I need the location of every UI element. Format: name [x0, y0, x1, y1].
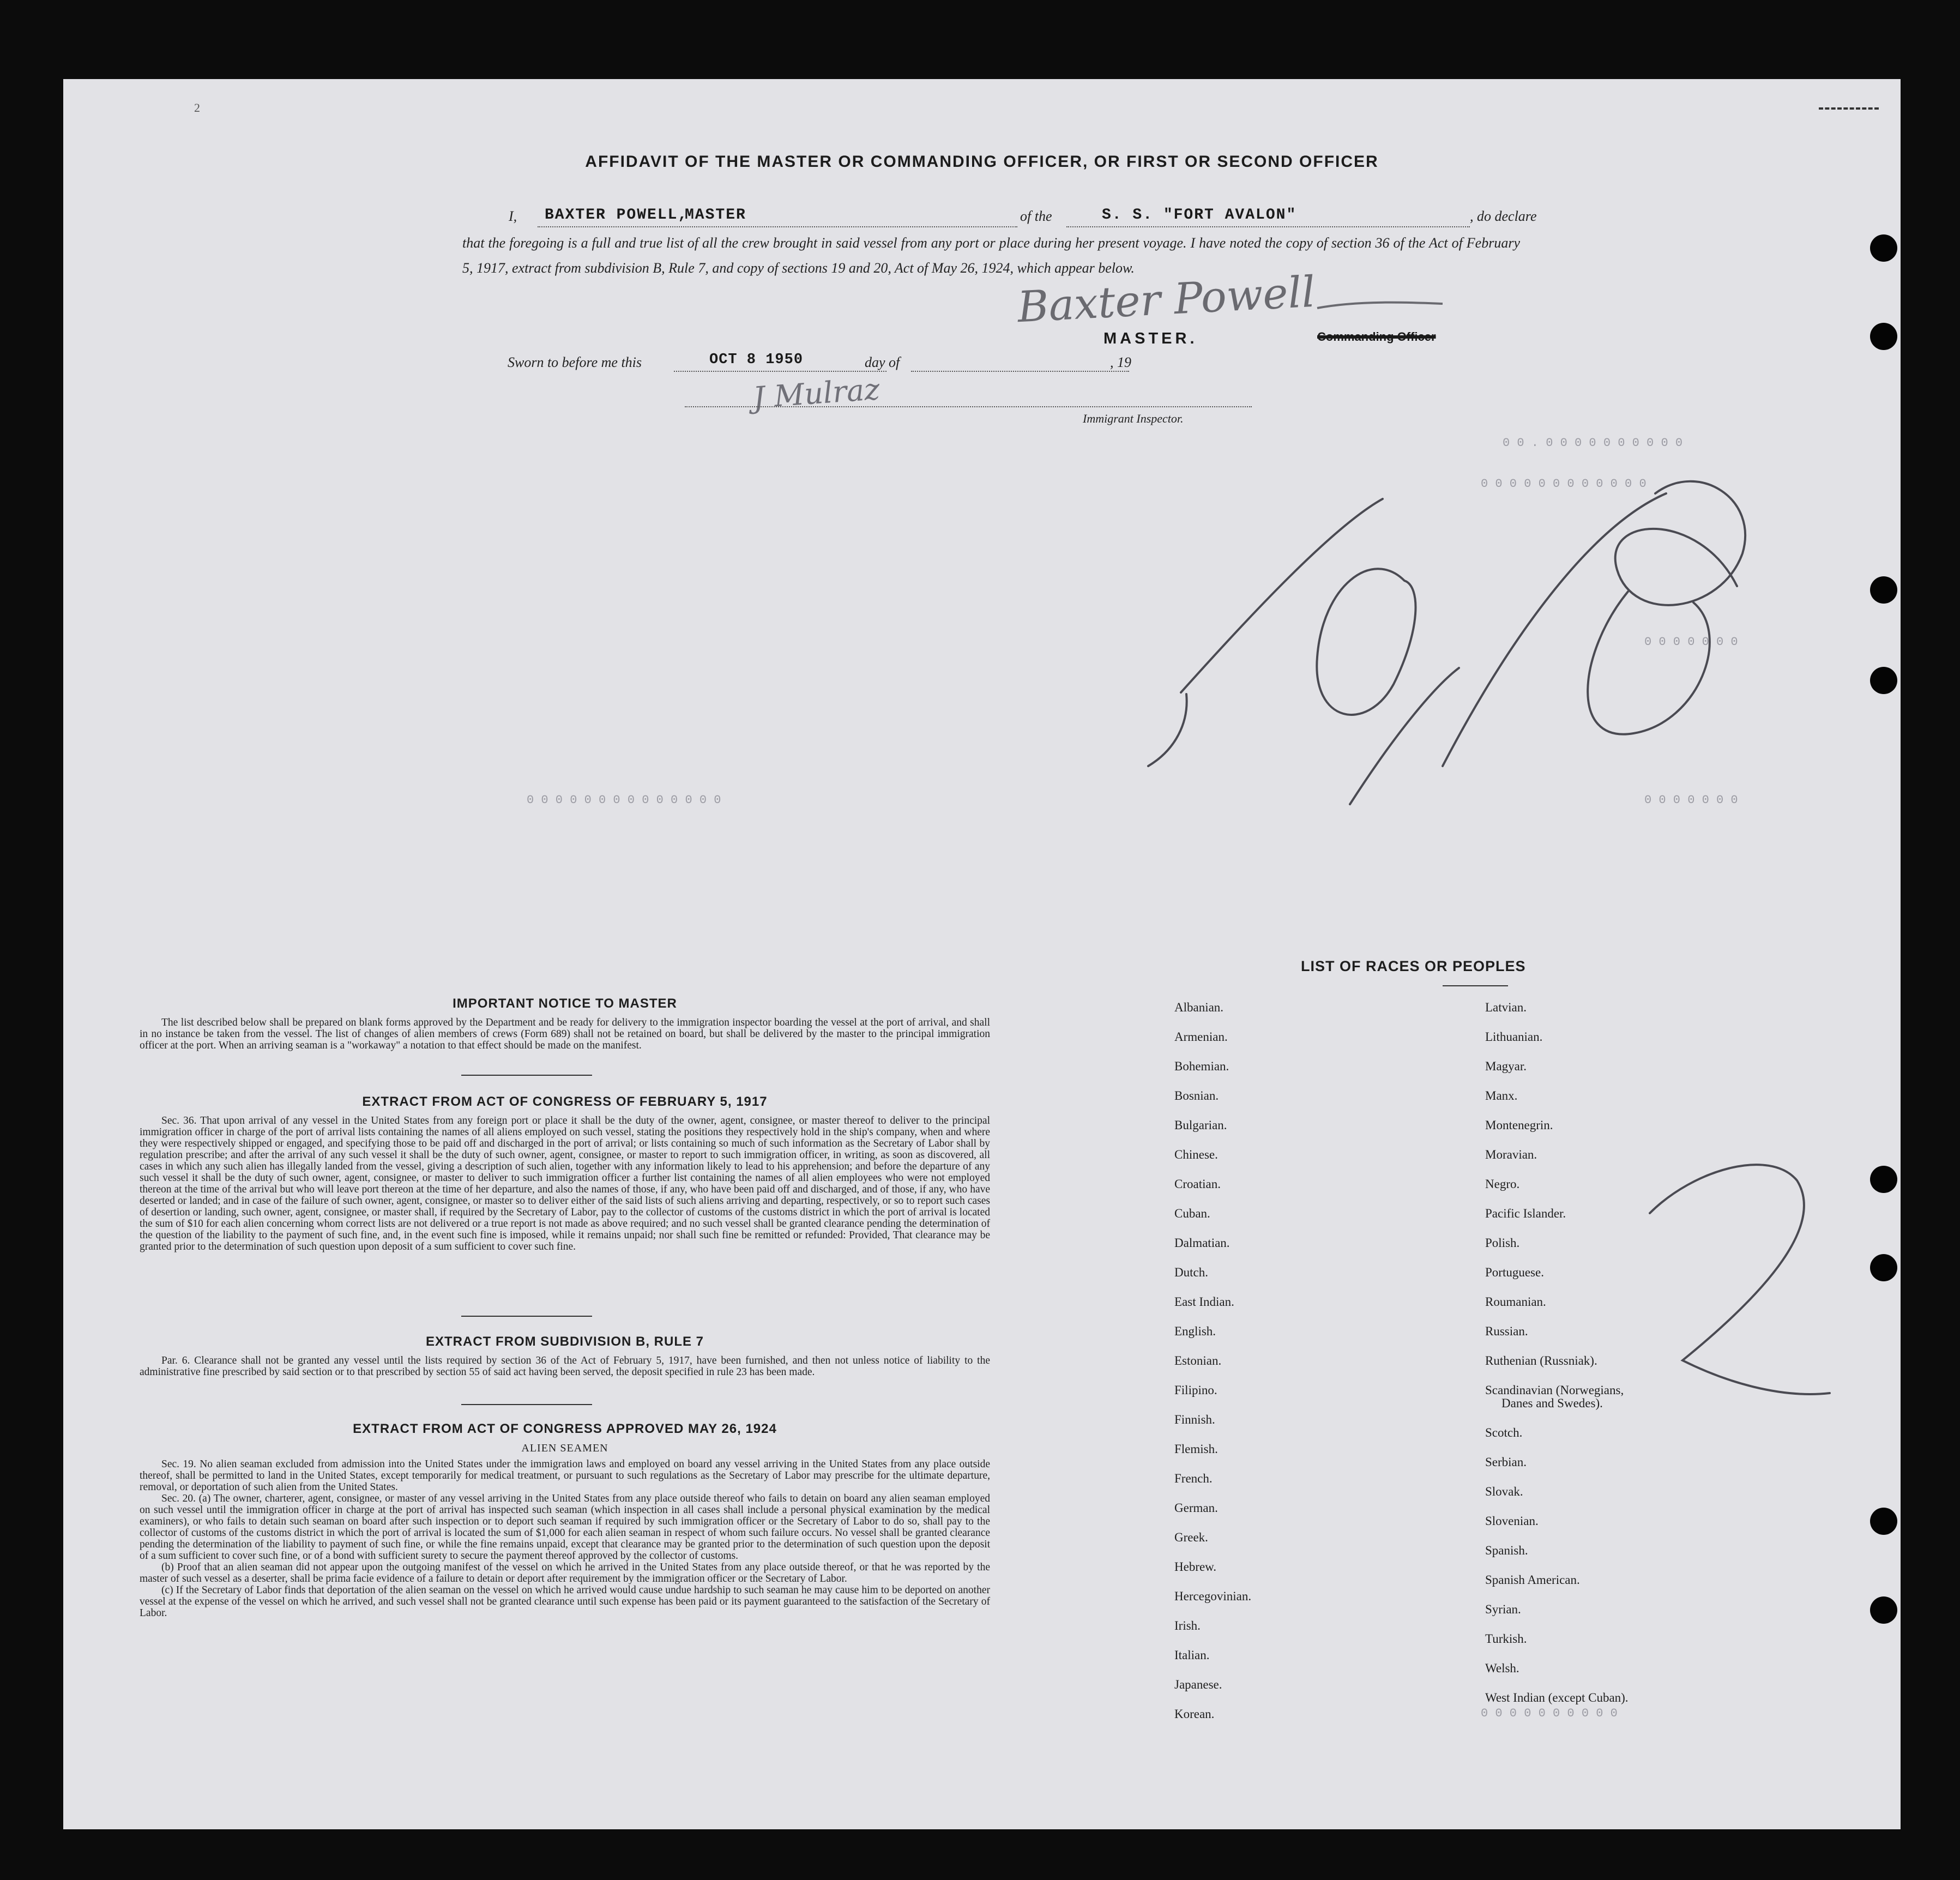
inspector-label: Immigrant Inspector. [1083, 412, 1184, 425]
rule7-heading: EXTRACT FROM SUBDIVISION B, RULE 7 [425, 1334, 704, 1349]
bleed-through: 0 0 0 0 0 0 0 0 0 0 [1481, 1707, 1618, 1720]
race-item: Ruthenian (Russniak). [1485, 1354, 1597, 1367]
extract-1924-heading: EXTRACT FROM ACT OF CONGRESS APPROVED MAY 26, 1924 [353, 1421, 777, 1436]
extract-1917-text: Sec. 36. That upon arrival of any vessel in the United States from any foreign port or place it shall be the duty of the owner, agent, consignee, or master thereof to deliver to the principal immigration officer in charge of the port of arrival lists containing the names of all aliens employed on such vessel, stating the positions they respectively hold in the ship's company, when and where they were respectively shipped or engaged, and specifying those to be paid off and discharged in the port of arrival; or lists containing so much of such information as the Secretary of Labor shall by regulation prescribe; and after the arrival of any such vessel it shall be the duty of such owner, agent, consignee, or master to report to such immigration officer, in writing, as soon as discovered, all cases in which any such alien has illegally landed from the vessel, giving a description of such alien, together with any information likely to lead to his apprehension; and before the departure of any such vessel it shall be the duty of such owner, agent, consignee, or master to deliver to such immigration officer a further list containing the names of all alien employees who were not employed thereon at the time of the arrival but who will leave port thereon at the time of her departure, and also the names of those, if any, who have been paid off and discharged, and of those, if any, who have deserted or landed; and in case of the failure of such owner, agent, consignee, or master so to deliver either of the said lists of such aliens arriving and departing, respectively, or so to report such cases of desertion or landing, such owner, agent, consignee, or master shall, if required by the Secretary of Labor, pay to the collector of customs of the customs district in which the port of arrival is located the sum of $10 for each alien concerning whom correct lists are not delivered or a true report is not made as above required; and no such vessel shall be granted clearance pending the determination of the question of the liability to the payment of such fine, and, in the event such fine is imposed, while it remains unpaid; nor shall such fine be remitted or refunded: Provided, That clearance may be granted prior to the determination of such question upon deposit of a sum sufficient to cover such fine. [140, 1115, 990, 1252]
race-item: Hercegovinian. [1174, 1589, 1252, 1603]
handwritten-number-2 [1650, 1165, 1830, 1394]
notice-text: The list described below shall be prepared on blank forms approved by the Department and be ready for delivery to the immigration inspector boarding the vessel at the port of arrival, and shall in no instance be taken from the vessel. The list of changes of alien members of crews (Form 689) shall not be retained on board, but shall be delivered by the master to the principal immigration officer at the port. When an arriving seaman is a "workaway" a notation to that effect should be made on the manifest. [140, 1017, 990, 1051]
race-item: Scandinavian (Norwegians, [1485, 1383, 1624, 1397]
race-item: Magyar. [1485, 1059, 1527, 1073]
master-rank: MASTER [685, 207, 746, 224]
race-item: Serbian. [1485, 1455, 1527, 1469]
race-item: English. [1174, 1324, 1216, 1338]
vessel-name: S. S. "FORT AVALON" [1102, 207, 1297, 224]
race-item: Croatian. [1174, 1177, 1221, 1191]
signer-title: MASTER. [1103, 330, 1198, 347]
bleed-through: 0 0 0 0 0 0 0 [1644, 793, 1738, 807]
extract-1924-paragraph: (c) If the Secretary of Labor finds that deportation of the alien seaman on the vessel on which he arrived would cause undue hardship to such seaman he may cause him to be deported on another vessel at the expense of the vessel on which he arrived, and such vessel shall not be granted clearance until such expense has been paid or its payment guaranteed to the satisfaction of the Secretary of Labor. [140, 1584, 990, 1619]
sworn-label: Sworn to before me this [508, 354, 642, 370]
affidavit-title: AFFIDAVIT OF THE MASTER OR COMMANDING OFFICER, OR FIRST OR SECOND OFFICER [585, 153, 1379, 171]
race-item: Armenian. [1174, 1030, 1228, 1044]
race-item: Greek. [1174, 1530, 1208, 1544]
races-heading: LIST OF RACES OR PEOPLES [1301, 958, 1526, 974]
race-item: East Indian. [1174, 1295, 1234, 1309]
race-item: Dalmatian. [1174, 1236, 1230, 1250]
bleed-through: 0 0 0 0 0 0 0 0 0 0 0 0 0 0 [527, 793, 721, 807]
year-label: , 19 [1110, 354, 1131, 370]
extract-1924-paragraph: (b) Proof that an alien seaman did not appear upon the outgoing manifest of the vessel on which he arrived in the United States from any place outside thereof, or that he was reported by the master of such vessel as a deserter, shall be prima facie evidence of a failure to detain or deport after requirement by the immigration officer or the Secretary of Labor. [140, 1562, 990, 1584]
race-item: Montenegrin. [1485, 1118, 1553, 1132]
race-item: Portuguese. [1485, 1266, 1544, 1279]
race-item: Manx. [1485, 1089, 1518, 1102]
race-item: Slovenian. [1485, 1514, 1539, 1528]
of-the-label: of the [1020, 208, 1052, 224]
race-item: Scotch. [1485, 1426, 1523, 1440]
race-item: Chinese. [1174, 1148, 1218, 1161]
race-item: Bulgarian. [1174, 1118, 1227, 1132]
race-item: Spanish American. [1485, 1573, 1580, 1587]
race-item: Japanese. [1174, 1678, 1222, 1691]
race-item: Lithuanian. [1485, 1030, 1543, 1044]
race-item: Bosnian. [1174, 1089, 1219, 1102]
race-item: Spanish. [1485, 1544, 1528, 1558]
i-label: I, [509, 208, 517, 224]
race-item: Italian. [1174, 1648, 1210, 1662]
extract-1924-subheading: ALIEN SEAMEN [521, 1442, 608, 1454]
race-item: Finnish. [1174, 1413, 1215, 1426]
notice-heading: IMPORTANT NOTICE TO MASTER [453, 996, 677, 1011]
race-item: Hebrew. [1174, 1560, 1217, 1574]
race-item: Flemish. [1174, 1442, 1218, 1456]
race-item: Korean. [1174, 1707, 1215, 1721]
rule7-text: Par. 6. Clearance shall not be granted any vessel until the lists required by section 36 of the Act of February 5, 1917, have been furnished, and then not unless notice of liability to the administrative fine prescribed by said section or to that prescribed by section 55 of said act having been served, the deposit specified in rule 23 has been made. [140, 1355, 990, 1378]
inspector-signature: J Mulraz [752, 371, 881, 415]
race-item: Roumanian. [1485, 1295, 1546, 1309]
race-item: Welsh. [1485, 1661, 1519, 1676]
master-name: BAXTER POWELL, [545, 207, 689, 224]
do-declare-label: , do declare [1470, 208, 1537, 224]
race-item: Latvian. [1485, 1001, 1527, 1014]
bleed-through: 0 0 0 0 0 0 0 0 0 0 0 0 [1481, 477, 1647, 491]
race-item: Irish. [1174, 1619, 1201, 1632]
extract-1924-paragraph: Sec. 19. No alien seaman excluded from admission into the United States under the immigration laws and employed on board any vessel arriving in the United States from any place outside thereof, shall be permitted to land in the United States, except temporarily for medical treatment, or pursuant to such regulations as the Secretary of Labor may prescribe for the ultimate departure, removal, or deportation of such alien from the United States. [140, 1459, 990, 1493]
race-item: Moravian. [1485, 1148, 1537, 1161]
race-item: Negro. [1485, 1177, 1520, 1191]
race-item: French. [1174, 1472, 1213, 1485]
race-item: Slovak. [1485, 1485, 1523, 1499]
race-item: Cuban. [1174, 1207, 1210, 1220]
race-item: Pacific Islander. [1485, 1207, 1566, 1220]
handwritten-number-1018 [1148, 481, 1745, 804]
bleed-through: 0 0 0 0 0 0 0 [1644, 635, 1738, 649]
page-number: 2 [194, 101, 200, 115]
declaration-body: that the foregoing is a full and true list of all the crew brought in said vessel from any port or place during her present voyage. I have noted the copy of section 36 of the Act of February 5, 1917, extract from subdivision B, Rule 7, and copy of sections 19 and 20, Act of May 26, 1924, which appear below. [462, 235, 1520, 276]
race-item: Dutch. [1174, 1266, 1208, 1279]
document-sheet [63, 79, 1901, 1829]
race-item: West Indian (except Cuban). [1485, 1691, 1629, 1705]
date-stamp: OCT 8 1950 [709, 352, 804, 368]
race-item: Turkish. [1485, 1632, 1527, 1646]
race-item: Syrian. [1485, 1602, 1521, 1617]
struck-title: Commanding Officer [1317, 330, 1436, 344]
handwritten-marks [63, 79, 1901, 1829]
bleed-through: 0 0 . 0 0 0 0 0 0 0 0 0 0 [1503, 436, 1683, 450]
master-signature: Baxter Powell [1016, 267, 1317, 333]
race-item: Albanian. [1174, 1001, 1224, 1014]
race-item: Bohemian. [1174, 1059, 1229, 1073]
extract-1924-paragraph: Sec. 20. (a) The owner, charterer, agent, consignee, or master of any vessel arriving in the United States from any place outside thereof who fails to detain on board any alien seaman employed on such vessel until the immigration officer in charge at the port of arrival has inspected such seaman (which inspection in all cases shall include a personal physical examination by the medical examiners), or who fails to detain such seaman on board after such inspection or to deport such seaman if required by such immigration officer or the Secretary of Labor to do so, shall pay to the collector of customs of the customs district in which the port of arrival is located the sum of $1,000 for each alien seaman in respect of whom such failure occurs. No vessel shall be granted clearance pending the determination of the liability to payment of such fine, or while the fine remains unpaid, except that clearance may be granted prior to the determination of such question upon the deposit of a sum sufficient to cover such fine, or of a bond with sufficient surety to secure the payment thereof approved by the collector of customs. [140, 1493, 990, 1562]
race-item: German. [1174, 1501, 1218, 1515]
day-of-label: day of [865, 354, 900, 370]
race-item: Filipino. [1174, 1383, 1217, 1397]
race-item: Polish. [1485, 1236, 1520, 1250]
race-item: Estonian. [1174, 1354, 1222, 1367]
race-item: Danes and Swedes). [1501, 1396, 1603, 1411]
race-item: Russian. [1485, 1324, 1528, 1338]
extract-1917-heading: EXTRACT FROM ACT OF CONGRESS OF FEBRUARY 5, 1917 [362, 1094, 768, 1109]
